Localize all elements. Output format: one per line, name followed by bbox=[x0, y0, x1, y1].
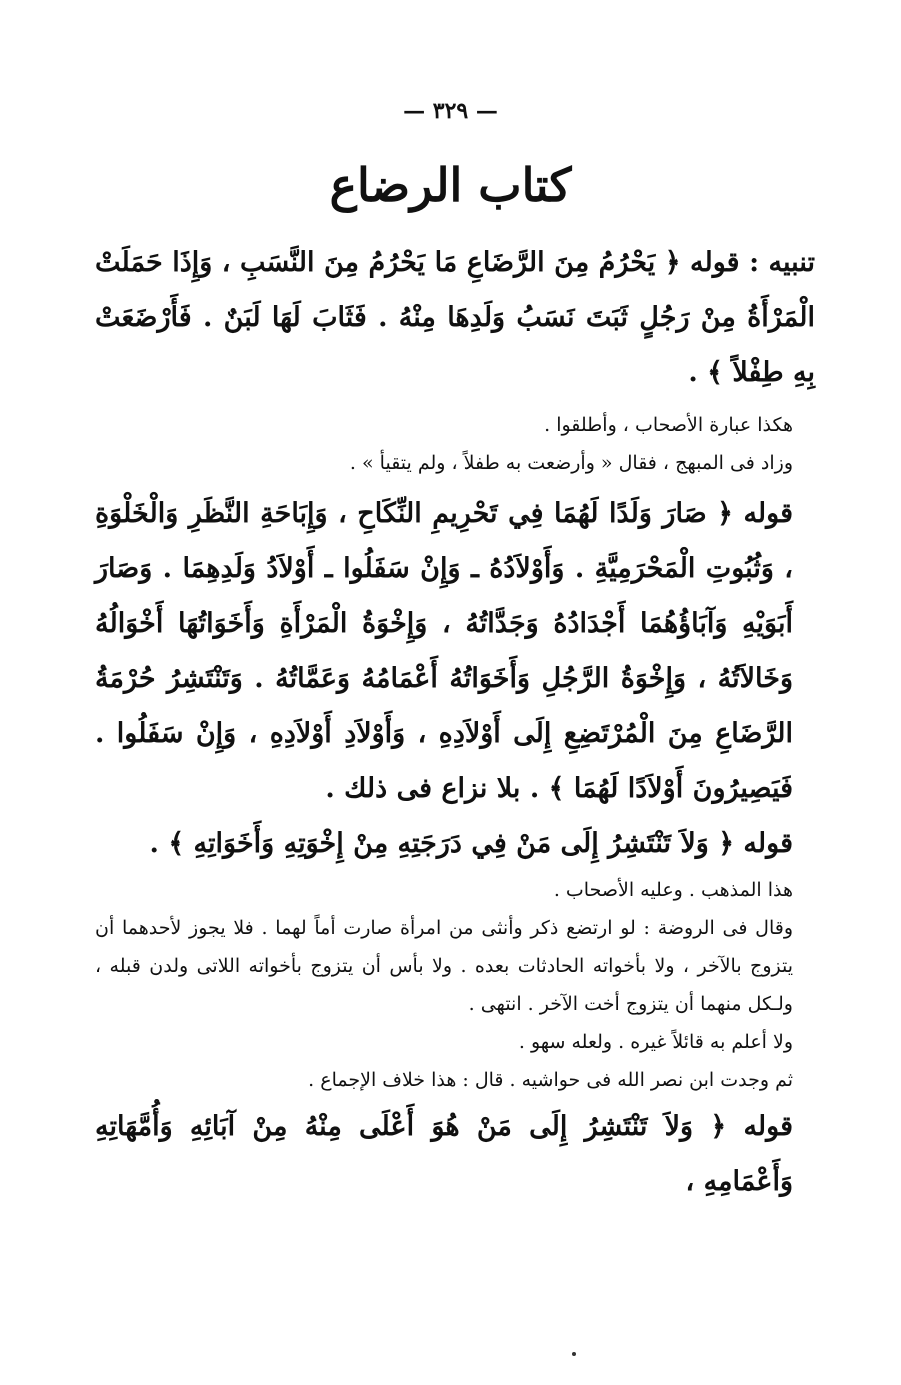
paragraph-ibn-nasr: ثم وجدت ابن نصر الله فى حواشيه . قال : هذا خلاف الإجماع . bbox=[308, 1069, 793, 1091]
page-number: — ٣٢٩ — bbox=[403, 98, 498, 124]
paragraph-tanbih: تنبيه : قوله ﴿ يَحْرُمُ مِنَ الرَّضَاعِ مَا يَحْرُمُ مِنَ النَّسَبِ ، وَإِذَا حَمَلَتْ الْمَرْأَةُ مِنْ رَجُلٍ ثَبَتَ نَسَبُ وَلَدِهَا مِنْهُ . فَثَابَ لَهَا لَبَنٌ . فَأَرْضَعَتْ بِهِ طِفْلاً ﴾ . bbox=[95, 247, 815, 388]
paragraph-madhhab: هذا المذهب . وعليه الأصحاب . bbox=[553, 879, 793, 901]
paragraph-sara-waladan: قوله ﴿ صَارَ وَلَدًا لَهُمَا فِي تَحْرِيمِ النِّكَاحِ ، وَإِبَاحَةِ النَّظَرِ وَالْخَلْوَةِ ، وَثُبُوتِ الْمَحْرَمِيَّةِ . وَأَوْلاَدُهُ ـ وَإِنْ سَفَلُوا ـ أَوْلاَدُ وَلَدِهِمَا . وَصَارَ أَبَوَيْهِ وَآبَاؤُهُمَا أَجْدَادُهُ وَجَدَّاتُهُ ، وَإِخْوَةُ الْمَرْأَةِ وَأَخَوَاتُهَا أَخْوَالُهُ وَخَالاَتُهُ ، وَإِخْوَةُ الرَّجُلِ وَأَخَوَاتُهُ أَعْمَامُهُ وَعَمَّاتُهُ . وَتَنْتَشِرُ حُرْمَةُ الرَّضَاعِ مِنَ الْمُرْتَضِعِ إِلَى أَوْلاَدِهِ ، وَأَوْلاَدِ أَوْلاَدِهِ ، وَإِنْ سَفَلُوا . فَيَصِيرُونَ أَوْلاَدًا لَهُمَا ﴾ . بلا نزاع فى ذلك . bbox=[95, 498, 793, 804]
page-body bbox=[95, 235, 815, 1209]
paragraph-note-mubhij: وزاد فى المبهج ، فقال « وأرضعت به طفلاً ، ولم يتقيأ » . bbox=[349, 452, 793, 474]
paragraph-note-ashab: هكذا عبارة الأصحاب ، وأطلقوا . bbox=[544, 414, 793, 436]
paragraph-la-alam: ولا أعلم به قائلاً غيره . ولعله سهو . bbox=[518, 1031, 793, 1053]
ink-speck bbox=[572, 1352, 576, 1356]
paragraph-la-tantashir-1: قوله ﴿ وَلاَ تَنْتَشِرُ إِلَى مَنْ فِي دَرَجَتِهِ مِنْ إِخْوَتِهِ وَأَخَوَاتِهِ ﴾ . bbox=[149, 828, 793, 859]
paragraph-rawda: وقال فى الروضة : لو ارتضع ذكر وأنثى من امرأة صارت أماً لهما . فلا يجوز لأحدهما أن يتزوج بالآخر ، ولا بأخواته الحادثات بعده . ولا بأس أن يتزوج بأخواته اللاتى ولدن قبله ، ولـكل منهما أن يتزوج أخت الآخر . انتهى . bbox=[95, 917, 793, 1015]
chapter-title: كتاب الرضاع bbox=[329, 158, 572, 212]
paragraph-la-tantashir-2: قوله ﴿ وَلاَ تَنْتَشِرُ إِلَى مَنْ هُوَ أَعْلَى مِنْهُ مِنْ آبَائِهِ وَأُمَّهَاتِهِ وَأَعْمَامِهِ ، bbox=[95, 1111, 793, 1197]
